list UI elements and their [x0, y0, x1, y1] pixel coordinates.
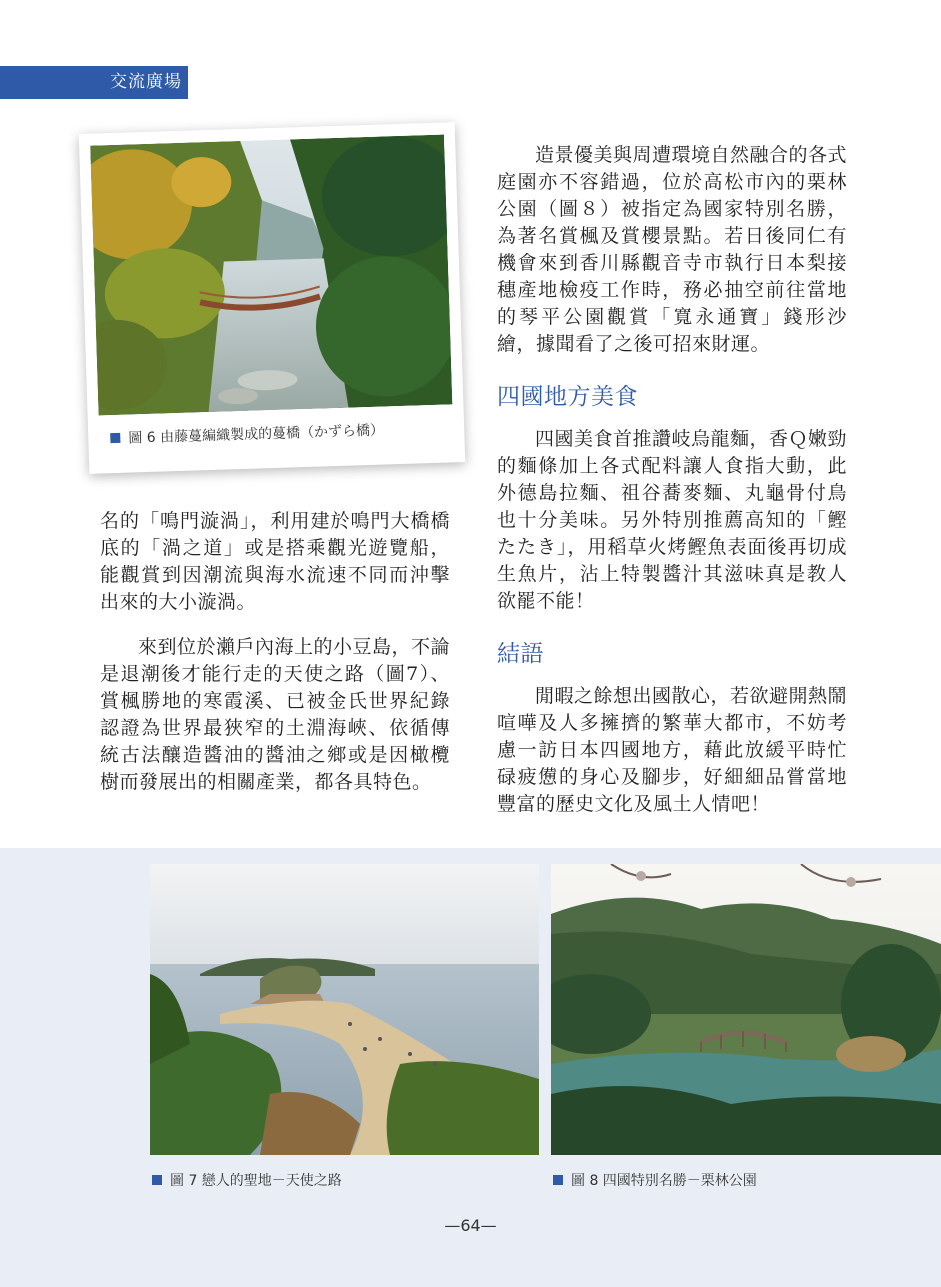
heading-conclusion: 結語 [497, 641, 544, 667]
caption-square-icon [553, 1175, 563, 1185]
left-paragraph-2: 來到位於瀨戶內海上的小豆島，不論是退潮後才能行走的天使之路（圖7）、賞楓勝地的寒霞溪、已被金氏世界紀錄認證為世界最狹窄的土淵海峽、依循傳統古法釀造醬油的醬油之鄉或是因橄欖樹而發展出的相關產業，都各具特色。 [100, 636, 451, 793]
ritsurin-garden-photo [551, 864, 941, 1155]
section-label: 交流廣場 [0, 66, 188, 99]
right-paragraph-2: 四國美食首推讚岐烏龍麵，香Ｑ嫩勁的麵條加上各式配料讓人食指大動，此外德島拉麵、祖谷蕎麥麵、丸龜骨付鳥也十分美味。另外特別推薦高知的「鰹たたき」，用稻草火烤鰹魚表面後再切成生魚片，沾上特製醬汁其滋味真是教人欲罷不能！ [497, 428, 848, 612]
left-paragraph-1: 名的「鳴門漩渦」，利用建於鳴門大橋橋底的「渦之道」或是搭乘觀光遊覽船，能觀賞到因潮流與海水流速不同而沖擊出來的大小漩渦。 [100, 510, 450, 613]
figure-8-caption [553, 1170, 757, 1190]
right-paragraph-1: 造景優美與周遭環境自然融合的各式庭園亦不容錯過，位於高松市內的栗林公園（圖８）被指定為國家特別名勝，為著名賞楓及賞櫻景點。若日後同仁有機會來到香川縣觀音寺市執行日本梨接穗產地檢疫工作時，務必抽空前往當地的琴平公園觀賞「寬永通寶」錢形沙繪，據聞看了之後可招來財運。 [497, 144, 848, 355]
heading-shikoku-food: 四國地方美食 [497, 384, 638, 410]
figure-6 [79, 122, 465, 474]
right-text-column [497, 142, 847, 836]
vine-bridge-gorge-photo [90, 135, 452, 416]
left-text-column [100, 508, 450, 814]
page-number: —64— [444, 1216, 497, 1235]
angel-road-sandbar-photo [150, 864, 539, 1155]
figure-6-caption-text: 圖 6 由藤蔓編織製成的蔓橋（かずら橋） [128, 422, 385, 447]
figure-7-caption [152, 1170, 342, 1190]
caption-square-icon [152, 1175, 162, 1185]
figure-6-caption [110, 420, 384, 449]
caption-square-icon [110, 433, 120, 443]
figure-8-caption-text: 圖 8 四國特別名勝－栗林公園 [571, 1173, 757, 1189]
figure-7-caption-text: 圖 7 戀人的聖地－天使之路 [170, 1173, 342, 1189]
right-paragraph-3: 閒暇之餘想出國散心，若欲避開熱鬧喧嘩及人多擁擠的繁華大都市，不妨考慮一訪日本四國地方，藉此放緩平時忙碌疲憊的身心及腳步，好細細品嘗當地豐富的歷史文化及風土人情吧！ [497, 685, 848, 815]
